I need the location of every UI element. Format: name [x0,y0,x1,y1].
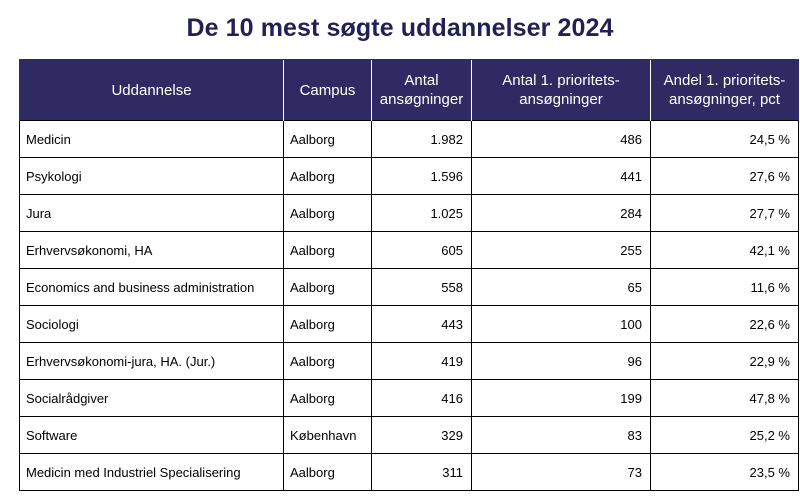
cell-uddannelse: Erhvervsøkonomi-jura, HA. (Jur.) [20,343,284,380]
cell-uddannelse: Medicin [20,121,284,158]
column-header-antal-ansogninger: Antal ansøgninger [372,60,472,121]
cell-uddannelse: Jura [20,195,284,232]
table-row [20,232,799,269]
cell-antal-ansogninger: 443 [372,306,472,343]
cell-uddannelse: Socialrådgiver [20,380,284,417]
cell-uddannelse: Software [20,417,284,454]
cell-antal-ansogninger: 558 [372,269,472,306]
data-table [19,59,799,491]
cell-antal-ansogninger: 329 [372,417,472,454]
table-row [20,343,799,380]
cell-campus: Aalborg [284,121,372,158]
table-row [20,454,799,491]
cell-andel-1-prioritet: 27,7 % [651,195,799,232]
cell-antal-ansogninger: 311 [372,454,472,491]
cell-campus: Aalborg [284,380,372,417]
cell-antal-1-prioritet: 486 [472,121,651,158]
cell-andel-1-prioritet: 25,2 % [651,417,799,454]
cell-antal-1-prioritet: 441 [472,158,651,195]
column-header-andel-1-prioritet: Andel 1. prioritets-ansøgninger, pct [651,60,799,121]
cell-antal-ansogninger: 1.596 [372,158,472,195]
column-header-campus: Campus [284,60,372,121]
cell-andel-1-prioritet: 22,6 % [651,306,799,343]
cell-antal-1-prioritet: 199 [472,380,651,417]
cell-antal-ansogninger: 419 [372,343,472,380]
cell-antal-1-prioritet: 100 [472,306,651,343]
cell-campus: Aalborg [284,343,372,380]
cell-campus: Aalborg [284,269,372,306]
cell-campus: Aalborg [284,158,372,195]
chart-title: De 10 mest søgte uddannelser 2024 [186,14,614,42]
cell-uddannelse: Sociologi [20,306,284,343]
table-row [20,269,799,306]
cell-campus: Aalborg [284,454,372,491]
cell-antal-1-prioritet: 65 [472,269,651,306]
cell-uddannelse: Erhvervsøkonomi, HA [20,232,284,269]
cell-andel-1-prioritet: 22,9 % [651,343,799,380]
table-row [20,158,799,195]
cell-antal-1-prioritet: 96 [472,343,651,380]
cell-antal-ansogninger: 605 [372,232,472,269]
cell-andel-1-prioritet: 11,6 % [651,269,799,306]
cell-andel-1-prioritet: 24,5 % [651,121,799,158]
header-row [20,60,799,121]
cell-antal-1-prioritet: 83 [472,417,651,454]
table-body [20,121,799,491]
table-row [20,306,799,343]
cell-andel-1-prioritet: 27,6 % [651,158,799,195]
cell-uddannelse: Economics and business administration [20,269,284,306]
column-header-uddannelse: Uddannelse [20,60,284,121]
cell-antal-1-prioritet: 255 [472,232,651,269]
cell-andel-1-prioritet: 42,1 % [651,232,799,269]
cell-andel-1-prioritet: 47,8 % [651,380,799,417]
table-row [20,380,799,417]
cell-campus: Aalborg [284,232,372,269]
cell-campus: Aalborg [284,306,372,343]
cell-uddannelse: Psykologi [20,158,284,195]
cell-antal-ansogninger: 416 [372,380,472,417]
column-header-antal-1-prioritet: Antal 1. prioritets-ansøgninger [472,60,651,121]
cell-andel-1-prioritet: 23,5 % [651,454,799,491]
cell-campus: Aalborg [284,195,372,232]
cell-antal-1-prioritet: 284 [472,195,651,232]
table-row [20,417,799,454]
table-row [20,121,799,158]
table-row [20,195,799,232]
cell-campus: København [284,417,372,454]
cell-uddannelse: Medicin med Industriel Specialisering [20,454,284,491]
cell-antal-ansogninger: 1.025 [372,195,472,232]
cell-antal-ansogninger: 1.982 [372,121,472,158]
cell-antal-1-prioritet: 73 [472,454,651,491]
